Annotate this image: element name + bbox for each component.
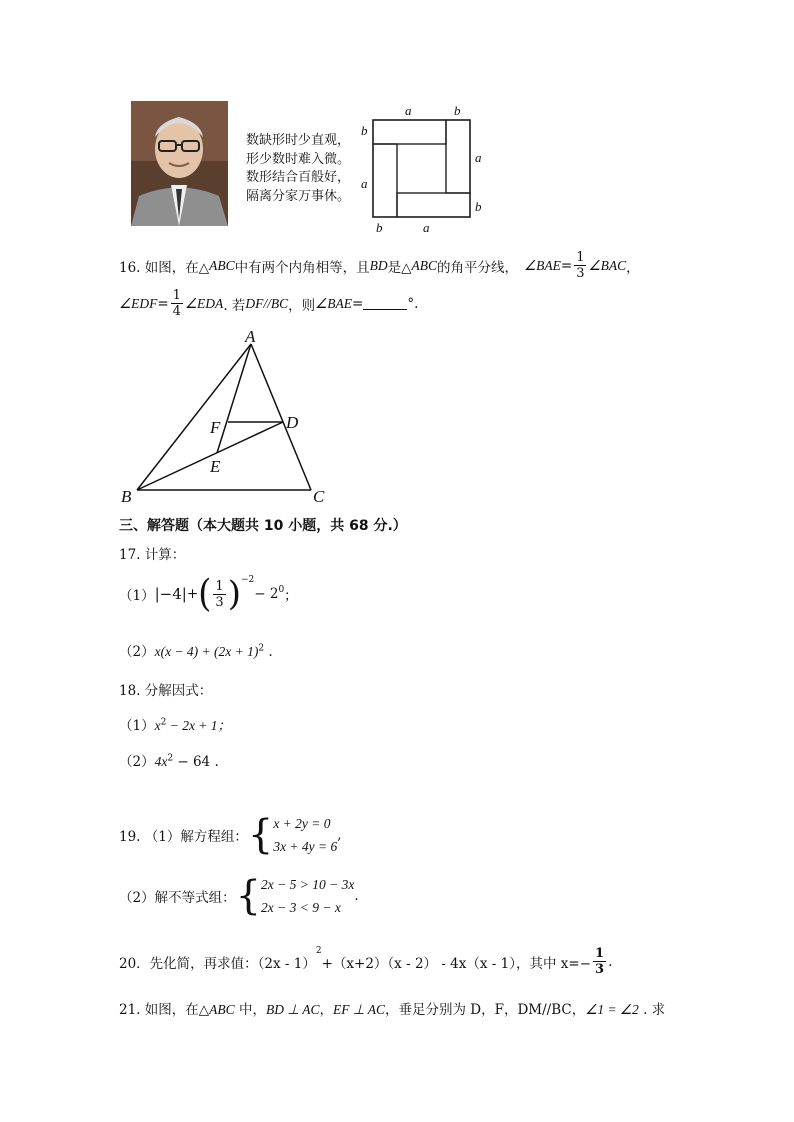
q17-p1-label: （1） — [119, 588, 155, 604]
q16-comma: ， — [626, 259, 640, 276]
q21-sep: ， — [319, 1002, 333, 1018]
vertex-f: F — [210, 418, 221, 437]
q18-p1-x: x — [154, 718, 161, 733]
q16-ze: ，则 — [288, 297, 316, 314]
q20-fraction: $\frac{1}{3}$ — [595, 946, 605, 977]
q16-angle-bae-2: ∠BAE — [315, 295, 352, 311]
q18-p2-exp: 2 — [167, 753, 174, 764]
q16-df-bc: DF//BC — [245, 295, 289, 311]
q17-p1-plus: + — [186, 586, 199, 602]
q16-mid3: 的角平分线， — [437, 259, 519, 276]
q16-angle-edf: ∠EDF — [119, 295, 158, 311]
q16-angle-eda: ∠EDA — [184, 295, 224, 311]
q16-abc1: ABC — [209, 257, 235, 273]
answer-blank[interactable] — [363, 297, 407, 310]
q16-line1 — [119, 250, 640, 281]
poem-line: 数形结合百般好， — [246, 170, 351, 185]
q21-angles: ∠1 = ∠2 — [585, 1002, 639, 1017]
vertex-d: D — [286, 413, 299, 432]
q18-p2-rest: − 64 . — [173, 754, 219, 770]
q16-eq-2: = — [157, 295, 169, 312]
q21-abc: ABC — [209, 1002, 235, 1017]
q18-p1-rest: − 2x + 1； — [166, 718, 232, 733]
q18-p1-exp: 2 — [160, 717, 167, 728]
side-ab — [137, 344, 251, 490]
vertex-e: E — [210, 457, 221, 476]
paren-right: ) — [227, 574, 241, 614]
poem — [246, 132, 350, 206]
q20 — [119, 946, 612, 977]
q19-p1-system — [273, 812, 337, 858]
q18-p2-a: 4x — [154, 754, 168, 769]
q19-p1-eq2: 3x + 4y = 6 — [273, 839, 338, 854]
q21-mid: 中， — [234, 1002, 266, 1018]
portrait-photo — [131, 101, 228, 226]
label-left-a: a — [361, 176, 368, 191]
q18-p1-label: （1） — [119, 718, 155, 734]
label-top-b: b — [454, 103, 461, 118]
label-bottom-a: a — [423, 220, 430, 235]
q21-c2: EF ⊥ AC — [332, 1002, 385, 1017]
q19-p2-end: . — [354, 888, 359, 904]
q17-p1-rest: − 2 — [254, 586, 279, 602]
q18-p2-label: （2） — [119, 754, 155, 770]
q17-p1-exponent: −2 — [240, 575, 255, 585]
q21 — [119, 998, 665, 1018]
q19-p2-ineq1: 2x − 5 > 10 − 3x — [261, 877, 355, 892]
label-right-a: a — [475, 150, 482, 165]
q17-p2-label: （2） — [119, 644, 155, 660]
q16-mid2: 是△ — [387, 259, 412, 276]
q19-p1-end: , — [337, 827, 342, 843]
q16-fraction-1-3: $\frac{1}{3}$ — [576, 250, 585, 281]
q21-c1: BD ⊥ AC — [265, 1002, 320, 1017]
label-top-a: a — [405, 103, 412, 118]
brace-icon: { — [247, 812, 274, 858]
poem-line: 数缺形时少直观， — [246, 133, 351, 148]
poem-line: 隔离分家万事休。 — [246, 188, 351, 204]
q19-p2-system — [261, 873, 354, 919]
q19-p1-eq1: x + 2y = 0 — [273, 816, 331, 831]
q16-eq-3: = — [352, 295, 364, 312]
triangle-figure — [115, 330, 345, 510]
brace-icon: { — [235, 873, 262, 919]
q17-p2-expr: x(x − 4) + (2x + 1) — [154, 644, 259, 659]
q17-title: 17. 计算： — [119, 547, 186, 563]
q17-part2 — [119, 640, 273, 660]
q16-prefix: 16. 如图，在△ — [119, 259, 210, 276]
q21-rest: ，垂足分别为 D，F，DM//BC， — [384, 1002, 586, 1018]
q19-part2 — [119, 873, 359, 919]
q20-end: . — [608, 953, 613, 970]
square-diagram — [355, 100, 495, 235]
q16-fraction-1-4: $\frac{1}{4}$ — [172, 288, 181, 319]
q17-p1-abs: |−4| — [154, 585, 187, 603]
q20-text-b: +（x+2）（x - 2） - 4x（x - 1），其中 x=− — [321, 955, 592, 972]
q18-part1 — [119, 714, 231, 734]
paren-left: ( — [198, 572, 212, 616]
q16-mid1: 中有两个内角相等，且 — [234, 259, 370, 276]
q16-eq: = — [560, 257, 573, 274]
q17-p1-fraction: $\frac{1}{3}$ — [215, 578, 224, 610]
q16-ruo: . 若 — [223, 297, 246, 314]
q20-exp: 2 — [315, 946, 322, 956]
side-ac — [251, 344, 311, 490]
q17-p1-zero-exp: 0 — [278, 585, 285, 595]
q19-p2-ineq2: 2x − 3 < 9 − x — [261, 900, 341, 915]
segment-ae — [217, 344, 251, 453]
vertex-a: A — [245, 330, 256, 346]
q16-bd: BD — [369, 257, 388, 273]
q18-part2 — [119, 750, 219, 770]
q16-line2 — [119, 288, 418, 319]
q17-part1 — [119, 572, 298, 616]
q21-end: . 求 — [638, 1002, 666, 1018]
q19-part1 — [119, 812, 342, 858]
q17-p2-exp: 2 — [258, 643, 265, 654]
q19-p1-label: 19. （1）解方程组： — [119, 829, 248, 845]
q20-text-a: 20．先化简，再求值：（2x - 1） — [119, 955, 316, 972]
q16-abc2: ABC — [411, 257, 438, 273]
label-bottom-b: b — [376, 220, 383, 235]
poem-line: 形少数时难入微。 — [246, 151, 351, 167]
q16-angle-bac: ∠BAC — [588, 257, 627, 273]
q16-angle-bae: ∠BAE — [524, 257, 561, 273]
q16-degree: °. — [407, 295, 419, 312]
label-left-b: b — [361, 123, 368, 138]
label-right-b: b — [475, 199, 482, 214]
q17-p1-end: ； — [284, 588, 298, 604]
vertex-c: C — [313, 487, 325, 506]
q17-p2-end: . — [264, 644, 273, 660]
q21-prefix: 21. 如图，在△ — [119, 1002, 210, 1018]
q18-title: 18. 分解因式： — [119, 683, 213, 699]
section-3-heading: 三、解答题（本大题共 10 小题，共 68 分.） — [119, 518, 407, 534]
q19-p2-label: （2）解不等式组： — [119, 890, 236, 906]
vertex-b: B — [121, 487, 132, 506]
